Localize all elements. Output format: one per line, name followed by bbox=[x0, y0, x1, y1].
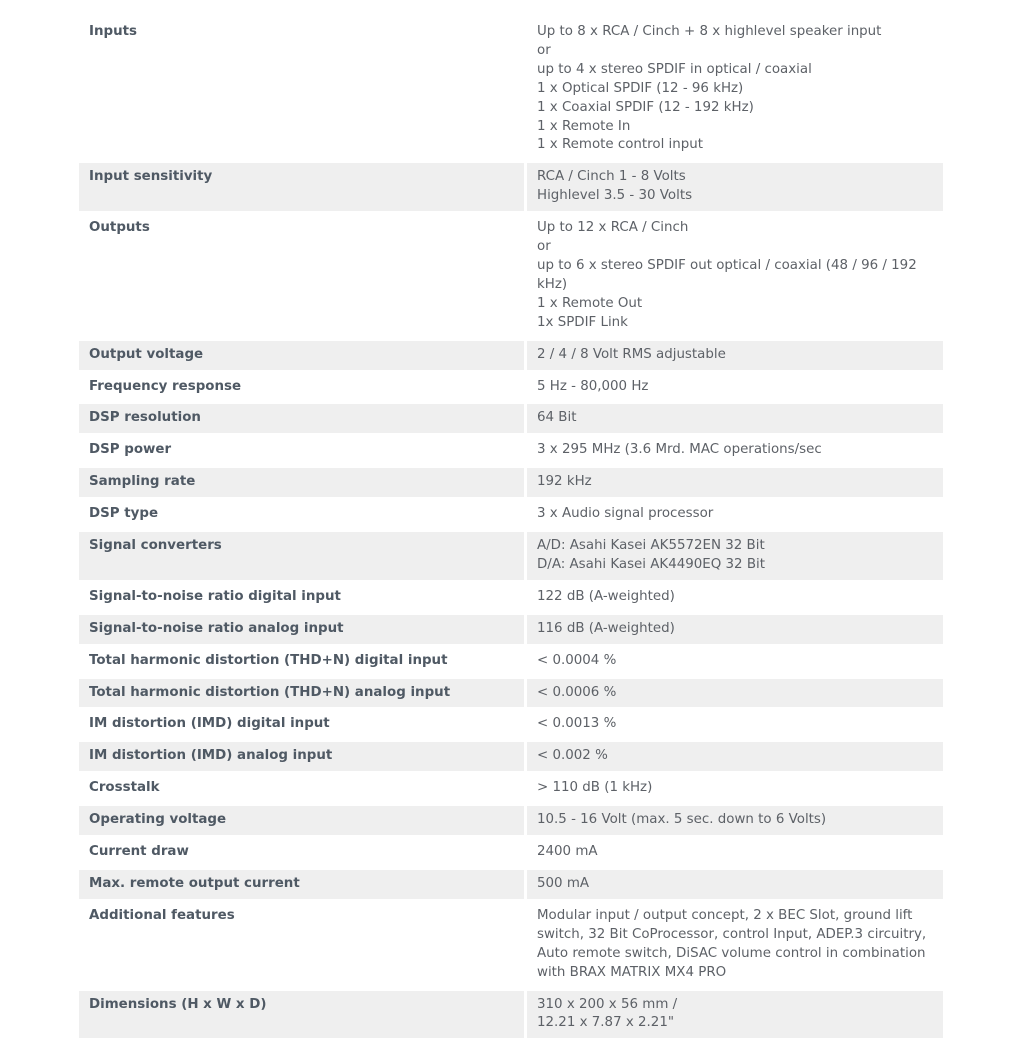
spec-row-dsp-type bbox=[79, 500, 943, 529]
spec-value: 122 dB (A-weighted) bbox=[537, 588, 675, 604]
spec-value: 2400 mA bbox=[537, 844, 598, 860]
spec-row-inputs bbox=[79, 18, 943, 160]
spec-row-outputs bbox=[79, 214, 943, 337]
spec-row-snr-digital bbox=[79, 583, 943, 612]
spec-label: DSP resolution bbox=[79, 404, 524, 433]
spec-row-imd-digital bbox=[79, 710, 943, 739]
spec-value: < 0.0006 % bbox=[527, 679, 943, 708]
spec-label: Inputs bbox=[89, 24, 138, 39]
spec-value: 2 / 4 / 8 Volt RMS adjustable bbox=[527, 341, 943, 370]
spec-value: 3 x 295 MHz (3.6 Mrd. MAC operations/sec bbox=[537, 442, 822, 458]
spec-row-thd-digital bbox=[79, 647, 943, 676]
spec-label: Outputs bbox=[89, 220, 150, 236]
spec-value: Up to 12 x RCA / Cinch or up to 6 x stereo SPDIF out optical / coaxial (48 / 96 / 192 kHz) 1 x Remote Out 1x SPDIF Link bbox=[537, 220, 917, 330]
spec-row-dsp-resolution bbox=[79, 404, 943, 433]
spec-label: IM distortion (IMD) analog input bbox=[79, 742, 524, 771]
spec-value: A/D: Asahi Kasei AK5572EN 32 Bit D/A: Asahi Kasei AK4490EQ 32 Bit bbox=[527, 532, 943, 580]
spec-table bbox=[79, 18, 943, 1041]
spec-row-remote-output-current bbox=[79, 870, 943, 899]
spec-label: Total harmonic distortion (THD+N) digital input bbox=[89, 652, 448, 668]
spec-value: 192 kHz bbox=[527, 468, 943, 497]
spec-row-operating-voltage bbox=[79, 806, 943, 835]
spec-label: Frequency response bbox=[89, 378, 242, 394]
spec-value: < 0.002 % bbox=[527, 742, 943, 771]
spec-label: Signal converters bbox=[79, 532, 524, 580]
spec-value: 3 x Audio signal processor bbox=[537, 506, 714, 522]
spec-value: < 0.0013 % bbox=[537, 716, 617, 732]
spec-value: 116 dB (A-weighted) bbox=[527, 615, 943, 644]
spec-label: Output voltage bbox=[79, 341, 524, 370]
spec-row-dsp-power bbox=[79, 436, 943, 465]
spec-value: Modular input / output concept, 2 x BEC Slot, ground lift switch, 32 Bit CoProcessor, control Input, ADEP.3 circuitry, Auto remote switch, DiSAC volume control in combination with BRAX MATRIX MX4 PRO bbox=[537, 907, 927, 980]
spec-value: RCA / Cinch 1 - 8 Volts Highlevel 3.5 - 30 Volts bbox=[527, 163, 943, 211]
spec-row-input-sensitivity bbox=[79, 163, 943, 211]
spec-label: Crosstalk bbox=[89, 780, 160, 796]
spec-row-imd-analog bbox=[79, 742, 943, 771]
spec-row-frequency-response bbox=[79, 373, 943, 402]
spec-row-additional-features bbox=[79, 902, 943, 988]
spec-row-signal-converters bbox=[79, 532, 943, 580]
spec-value: > 110 dB (1 kHz) bbox=[537, 780, 653, 796]
spec-label: Signal-to-noise ratio analog input bbox=[79, 615, 524, 644]
spec-row-thd-analog bbox=[79, 679, 943, 708]
spec-label: Operating voltage bbox=[79, 806, 524, 835]
spec-value: < 0.0004 % bbox=[537, 652, 617, 668]
spec-label: Input sensitivity bbox=[79, 163, 524, 211]
spec-row-current-draw bbox=[79, 838, 943, 867]
spec-label: Signal-to-noise ratio digital input bbox=[89, 588, 341, 604]
spec-row-snr-analog bbox=[79, 615, 943, 644]
spec-label: DSP power bbox=[89, 442, 172, 458]
spec-value: 310 x 200 x 56 mm / 12.21 x 7.87 x 2.21" bbox=[527, 991, 943, 1039]
spec-value: 10.5 - 16 Volt (max. 5 sec. down to 6 Volts) bbox=[527, 806, 943, 835]
spec-row-crosstalk bbox=[79, 774, 943, 803]
spec-label: Max. remote output current bbox=[79, 870, 524, 899]
spec-row-sampling-rate bbox=[79, 468, 943, 497]
spec-value: 64 Bit bbox=[527, 404, 943, 433]
spec-label: Additional features bbox=[89, 907, 235, 923]
spec-value: 5 Hz - 80,000 Hz bbox=[537, 378, 649, 394]
spec-row-output-voltage bbox=[79, 341, 943, 370]
spec-label: IM distortion (IMD) digital input bbox=[89, 716, 330, 732]
spec-value: Up to 8 x RCA / Cinch + 8 x highlevel speaker input or up to 4 x stereo SPDIF in optical / coaxial 1 x Optical SPDIF (12 - 96 kHz) 1 x Coaxial SPDIF (12 - 192 kHz) 1 x Remote In 1 x Remote control input bbox=[537, 24, 882, 153]
spec-row-dimensions bbox=[79, 991, 943, 1039]
spec-value: 500 mA bbox=[527, 870, 943, 899]
spec-label: DSP type bbox=[89, 506, 159, 522]
spec-label: Total harmonic distortion (THD+N) analog input bbox=[79, 679, 524, 708]
spec-label: Sampling rate bbox=[79, 468, 524, 497]
spec-label: Current draw bbox=[89, 844, 189, 860]
spec-label: Dimensions (H x W x D) bbox=[79, 991, 524, 1039]
